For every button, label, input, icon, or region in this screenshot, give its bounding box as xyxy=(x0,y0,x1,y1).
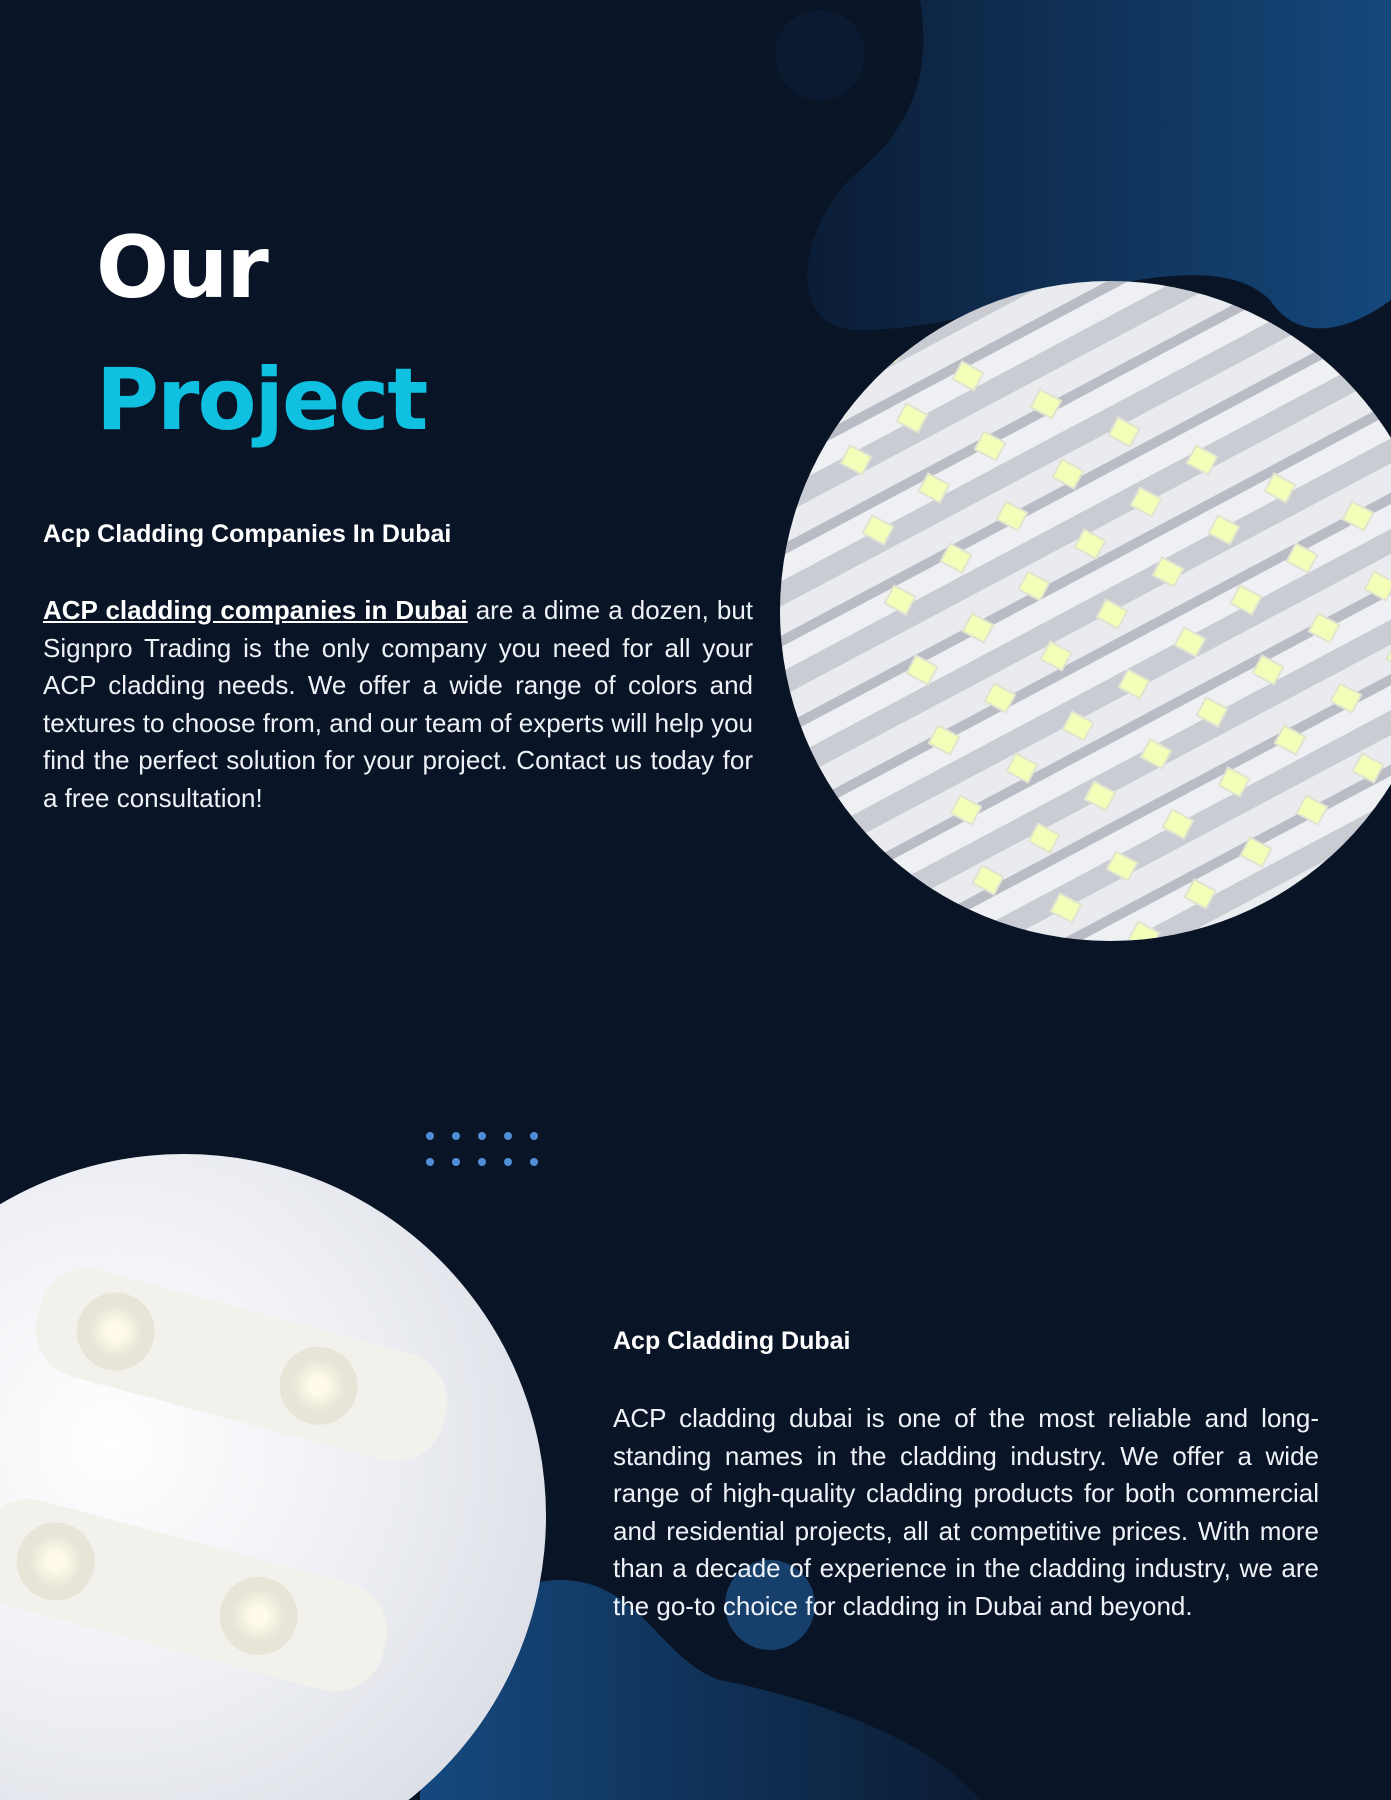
led-chip xyxy=(1263,908,1294,937)
acp-cladding-link[interactable]: ACP cladding companies in Dubai xyxy=(43,595,468,625)
led-chip xyxy=(1375,824,1391,853)
title-project: Project xyxy=(96,350,427,450)
title-our: Our xyxy=(96,218,267,318)
led-modules-closeup-image xyxy=(0,1150,550,1800)
led-chip xyxy=(1341,936,1372,965)
led-chip xyxy=(1319,866,1350,895)
section1-paragraph xyxy=(43,592,753,817)
led-chip xyxy=(1363,1006,1391,1035)
dot-grid-decoration xyxy=(426,1132,538,1168)
led-chip xyxy=(1285,978,1316,1007)
section1-heading: Acp Cladding Companies In Dubai xyxy=(43,520,452,548)
led-modules-strip-image xyxy=(770,270,1391,1090)
led-chip xyxy=(819,376,850,405)
section2-heading: Acp Cladding Dubai xyxy=(613,1327,851,1355)
section2-paragraph: ACP cladding dubai is one of the most reliable and long-standing names in the cladding industry. We offer a wide range of high-quality cladding products for both commercial and residential projects, all at competitive prices. With more than a decade of experience in the cladding industry, we are the go-to choice for cladding in Dubai and beyond. xyxy=(613,1403,1319,1621)
section1-body: are a dime a dozen, but Signpro Trading is the only company you need for all your ACP cladding needs. We offer a wide range of colors and textures to choose from, and our team of experts will help you find the perfect solution for your project. Contact us today for a free consultation! xyxy=(43,595,754,813)
led-chip xyxy=(1207,950,1238,979)
